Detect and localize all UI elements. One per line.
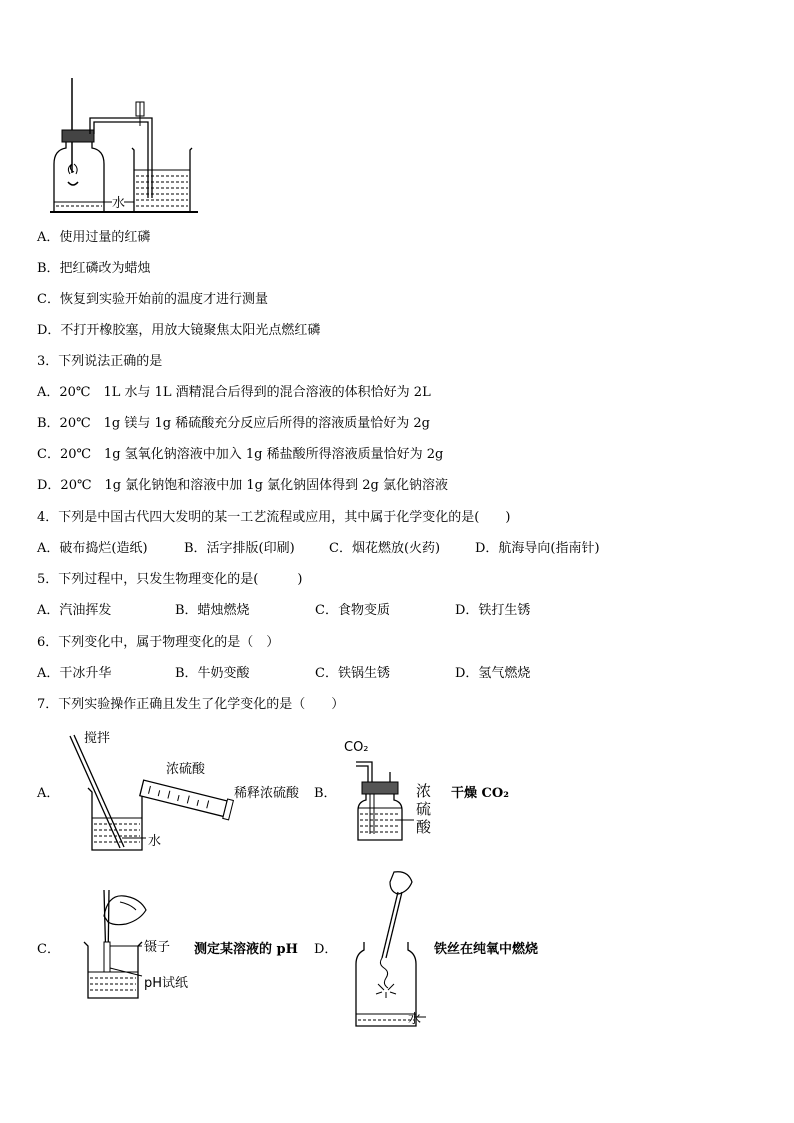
- q3-option-a: A．20℃ 1L 水与 1L 酒精混合后得到的混合溶液的体积恰好为 2L: [37, 385, 431, 400]
- q3-option-b: B．20℃ 1g 镁与 1g 稀硫酸充分反应后所得的溶液质量恰好为 2g: [37, 416, 430, 431]
- q2-option-d: D．不打开橡胶塞，用放大镜聚焦太阳光点燃红磷: [37, 323, 321, 338]
- acid-char: 酸: [416, 818, 432, 836]
- q7-option-b-letter: B．: [314, 786, 337, 801]
- q6-stem: 6．下列变化中，属于物理变化的是（ ）: [37, 635, 280, 650]
- q7-option-a-caption: 稀释浓硫酸: [234, 786, 300, 801]
- q7-option-c-caption: 测定某溶液的 pH: [194, 942, 298, 957]
- q4-option-c: C．烟花燃放(火药): [329, 541, 441, 556]
- q7-option-d-letter: D．: [314, 942, 338, 957]
- q6-option-c: C．铁锅生锈: [315, 666, 390, 681]
- tweezers-label: 镊子: [144, 940, 171, 955]
- q5-option-b: B．蜡烛燃烧: [175, 603, 250, 618]
- q4-option-a: A．破布捣烂(造纸): [37, 541, 148, 556]
- water-label-a: 水: [148, 834, 162, 849]
- q3-stem: 3．下列说法正确的是: [37, 354, 163, 369]
- q3-option-d: D．20℃ 1g 氯化钠饱和溶液中加 1g 氯化钠固体得到 2g 氯化钠溶液: [37, 478, 448, 493]
- water-label: 水: [112, 196, 126, 211]
- conc-acid-label: 浓硫酸: [166, 762, 206, 777]
- q6-option-b: B．牛奶变酸: [175, 666, 250, 681]
- q5-option-d: D．铁打生锈: [455, 603, 531, 618]
- dry-co2-figure: [342, 738, 442, 848]
- ph-paper-label: pH试纸: [144, 976, 189, 991]
- co2-label: CO₂: [344, 740, 369, 755]
- q7-option-a-letter: A．: [37, 786, 60, 801]
- dilute-acid-figure: [62, 730, 238, 854]
- q2-option-c: C．恢复到实验开始前的温度才进行测量: [37, 292, 268, 307]
- q2-option-b: B．把红磷改为蜡烛: [37, 261, 151, 276]
- q7-option-d-caption: 铁丝在纯氧中燃烧: [434, 942, 539, 957]
- conc-sulfuric-label: [416, 782, 431, 836]
- q4-option-d: D．航海导向(指南针): [475, 541, 600, 556]
- q5-option-c: C．食物变质: [315, 603, 390, 618]
- stir-label: 搅拌: [84, 731, 111, 746]
- q5-option-a: A．汽油挥发: [37, 603, 112, 618]
- q2-option-a: A．使用过量的红磷: [37, 230, 151, 245]
- sulfur-char: 硫: [416, 800, 432, 818]
- q7-stem: 7．下列实验操作正确且发生了化学变化的是（ ）: [37, 697, 345, 712]
- ph-measure-figure: [80, 880, 210, 1010]
- q7-option-b-caption: 干燥 CO₂: [451, 786, 509, 801]
- q5-stem: 5．下列过程中，只发生物理变化的是( ): [37, 572, 303, 587]
- q6-option-d: D．氢气燃烧: [455, 666, 531, 681]
- q6-option-a: A．干冰升华: [37, 666, 112, 681]
- q7-option-c-letter: C．: [37, 942, 60, 957]
- q4-option-b: B．活字排版(印刷): [184, 541, 295, 556]
- iron-wire-figure: [346, 868, 436, 1030]
- q4-stem: 4．下列是中国古代四大发明的某一工艺流程或应用，其中属于化学变化的是( ): [37, 510, 511, 525]
- water-label-d: 水: [408, 1012, 422, 1027]
- conc-char: 浓: [416, 782, 432, 800]
- phosphorus-apparatus-figure: [40, 78, 210, 218]
- q3-option-c: C．20℃ 1g 氢氧化钠溶液中加入 1g 稀盐酸所得溶液质量恰好为 2g: [37, 447, 444, 462]
